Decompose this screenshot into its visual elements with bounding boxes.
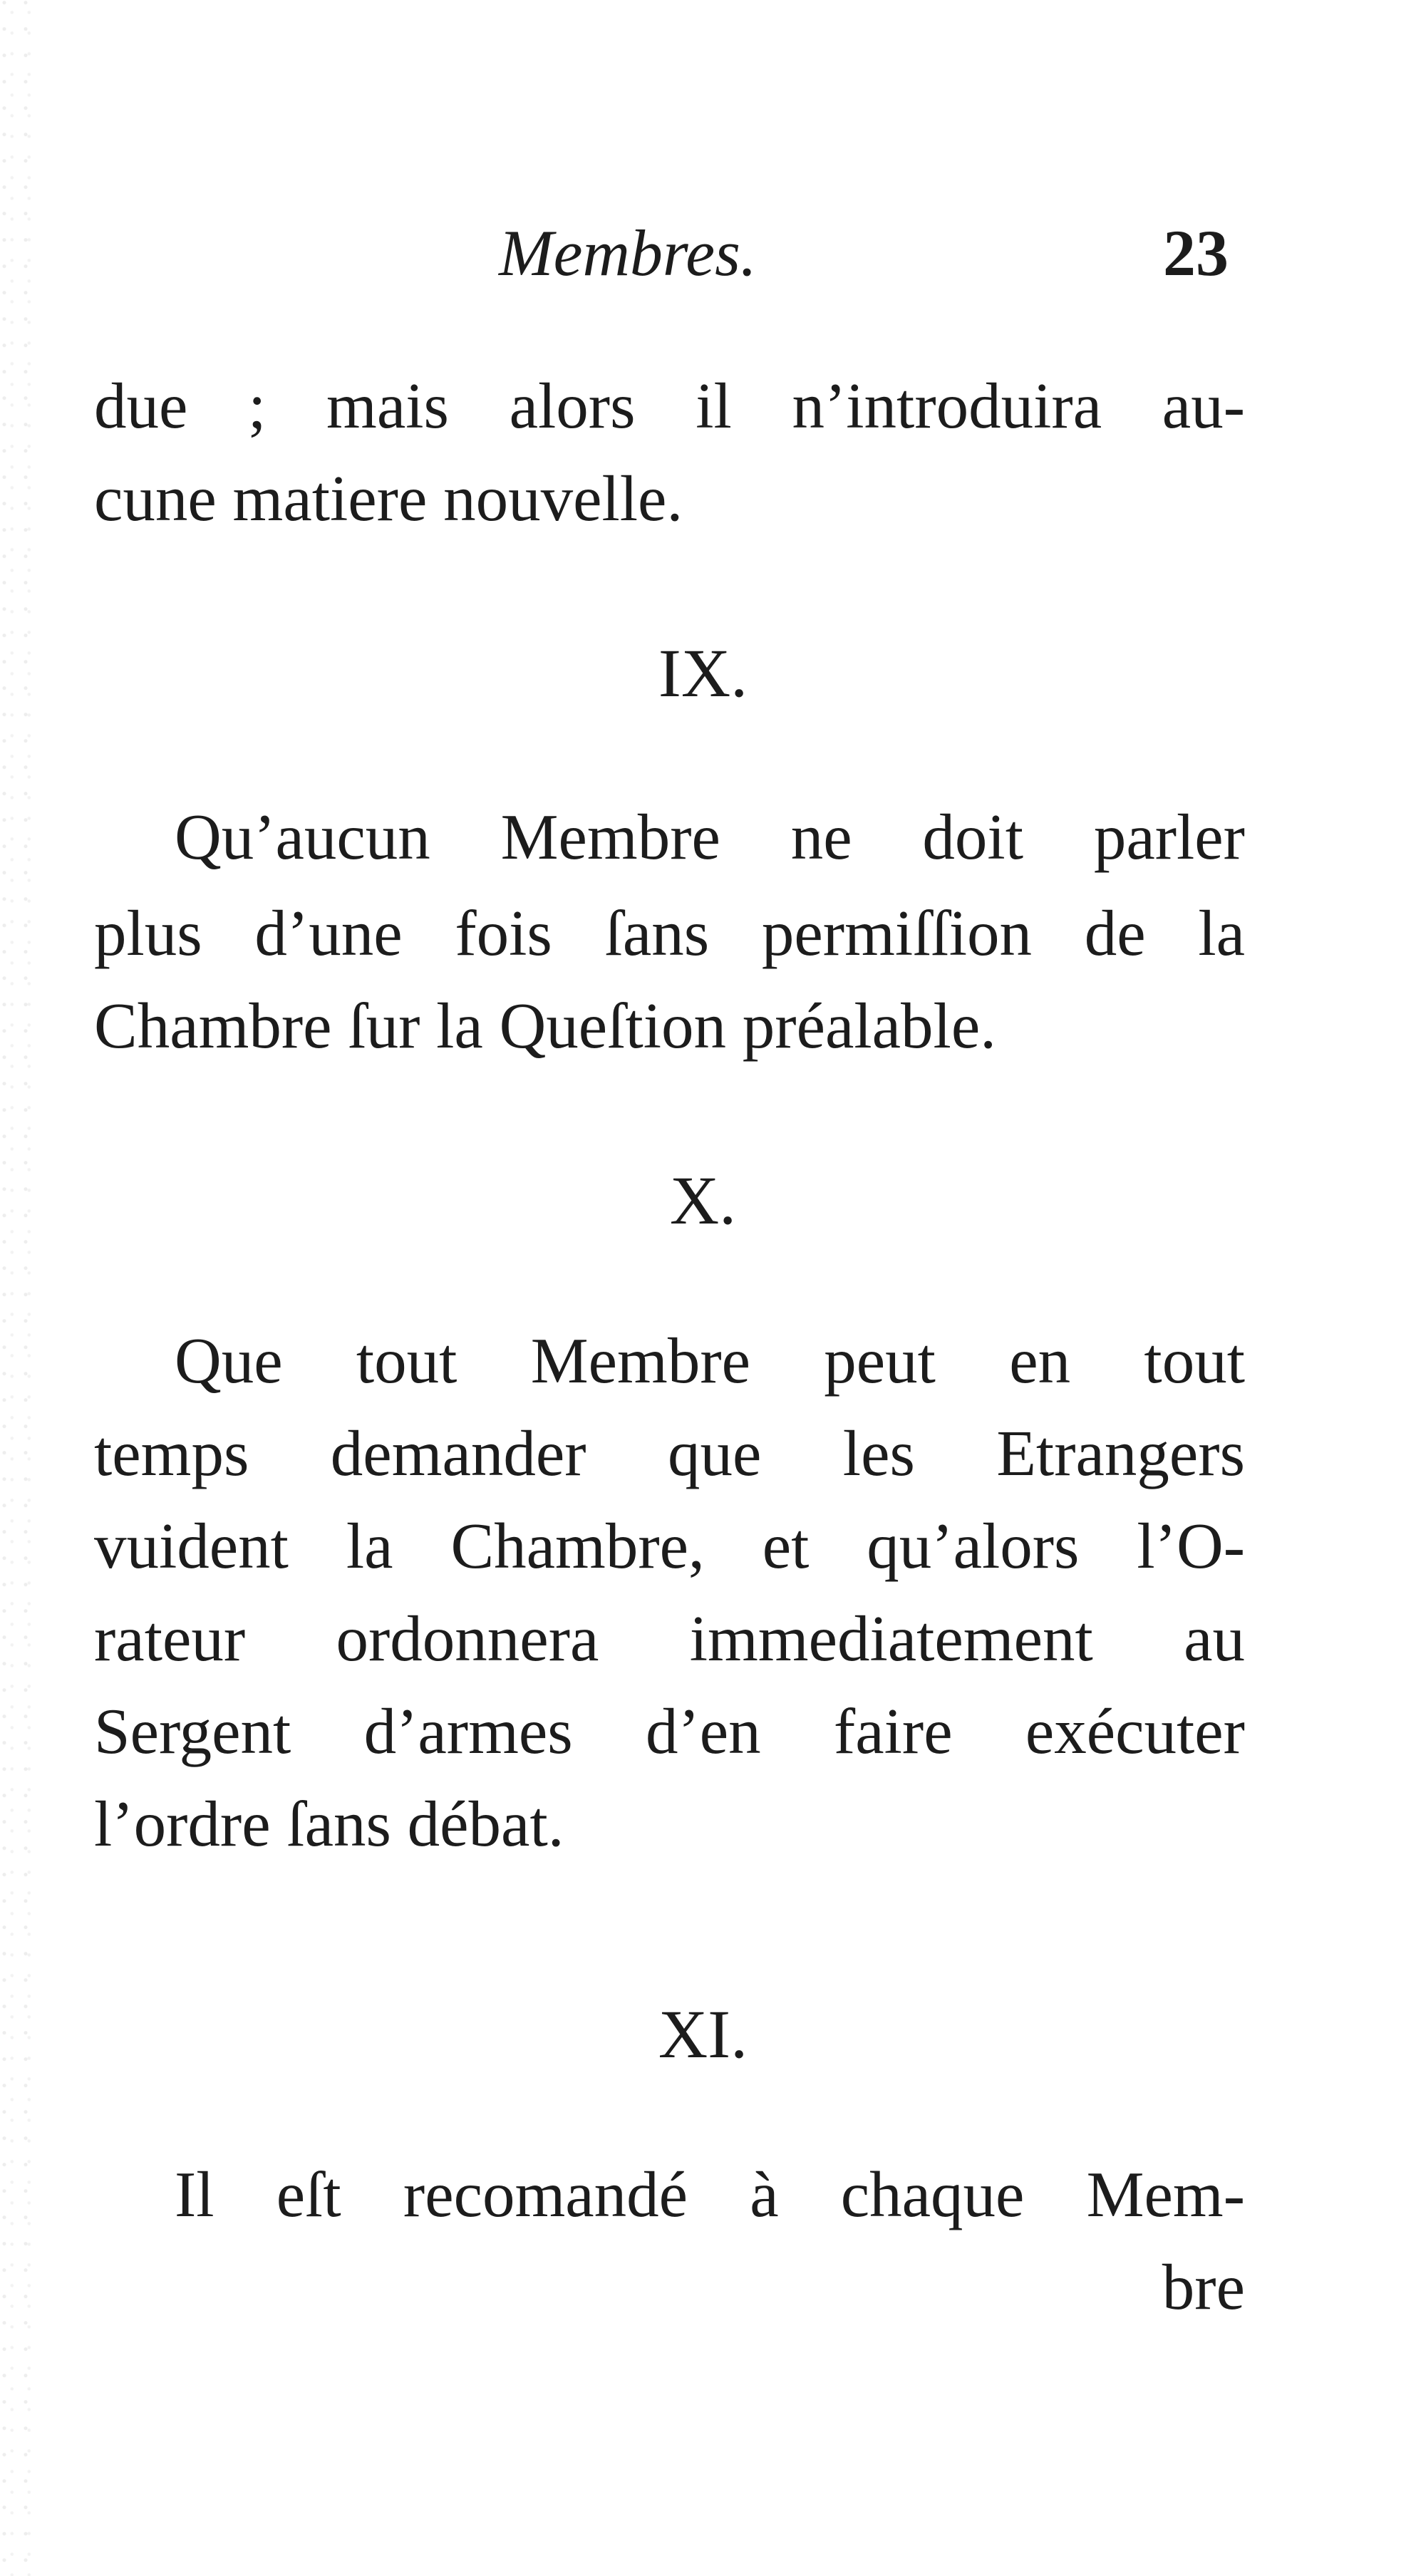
text-line: rateur ordonnera immediatement au bbox=[94, 1603, 1245, 1675]
text-line: Sergent d’armes d’en faire exécuter bbox=[94, 1695, 1245, 1767]
scan-edge-texture bbox=[0, 0, 43, 2576]
catchword: bre bbox=[1162, 2251, 1245, 2323]
text-line: Que tout Membre peut en tout bbox=[175, 1325, 1245, 1397]
article-heading-xi: XI. bbox=[658, 1996, 748, 2072]
text-line: Il eſt recomandé à chaque Mem- bbox=[175, 2158, 1245, 2230]
page-number: 23 bbox=[1163, 217, 1229, 289]
text-line: Chambre ſur la Queſtion préalable. bbox=[94, 990, 996, 1062]
text-line: cune matiere nouvelle. bbox=[94, 462, 683, 534]
text-line: vuident la Chambre, et qu’alors l’O- bbox=[94, 1510, 1245, 1582]
text-line: l’ordre ſans débat. bbox=[94, 1788, 564, 1860]
running-head: Membres. bbox=[499, 217, 757, 289]
article-heading-ix: IX. bbox=[658, 635, 748, 711]
text-line: temps demander que les Etrangers bbox=[94, 1417, 1245, 1489]
text-line: due ; mais alors il n’introduira au- bbox=[94, 370, 1245, 442]
page-header bbox=[0, 207, 1406, 306]
article-heading-x: X. bbox=[669, 1162, 737, 1238]
text-line: Qu’aucun Membre ne doit parler bbox=[175, 801, 1245, 873]
text-line: plus d’une fois ſans permiſſion de la bbox=[94, 897, 1245, 969]
